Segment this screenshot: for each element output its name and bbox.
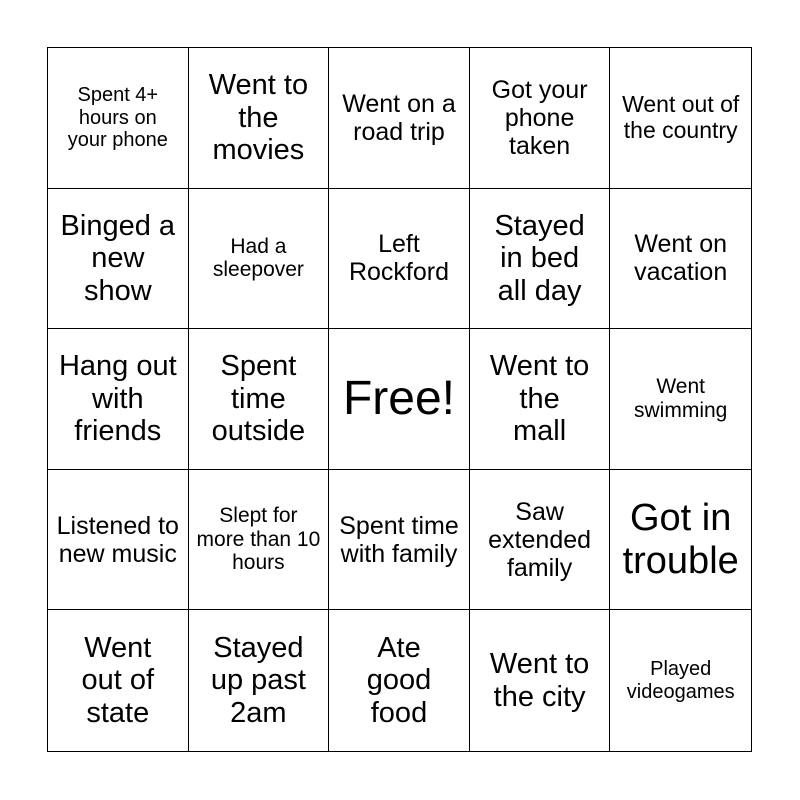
cell-label: Got in trouble: [622, 497, 739, 582]
cell-label: Went out of state: [81, 631, 155, 729]
bingo-cell-b3[interactable]: [48, 329, 189, 470]
bingo-cell-i1[interactable]: [189, 48, 330, 189]
cell-label: Spent time outside: [211, 350, 306, 448]
bingo-cell-free[interactable]: [329, 329, 470, 470]
bingo-cell-o1[interactable]: [610, 48, 751, 189]
cell-label: Listened to new music: [56, 511, 179, 568]
cell-label: Went on vacation: [634, 230, 728, 287]
cell-label: Went to the city: [489, 648, 590, 713]
cell-label: Went to the mall: [489, 350, 590, 448]
cell-label: Left Rockford: [348, 230, 449, 287]
cell-label: Played videogames: [626, 658, 735, 703]
cell-label: Ate good food: [366, 631, 432, 729]
bingo-cell-i4[interactable]: [189, 470, 330, 611]
cell-label: Had a sleepover: [212, 234, 304, 282]
bingo-cell-g3[interactable]: [470, 329, 611, 470]
bingo-cell-i2[interactable]: [189, 189, 330, 330]
free-space-label: Free!: [342, 372, 455, 426]
bingo-cell-g4[interactable]: [470, 470, 611, 611]
cell-label: Went out of the country: [622, 91, 740, 143]
cell-label: Spent time with family: [339, 511, 459, 568]
bingo-cell-b4[interactable]: [48, 470, 189, 611]
cell-label: Stayed in bed all day: [494, 209, 585, 307]
bingo-cell-o5[interactable]: [610, 610, 751, 751]
cell-label: Slept for more than 10 hours: [196, 504, 321, 575]
cell-label: Got your phone taken: [491, 75, 588, 160]
cell-label: Hang out with friends: [58, 350, 177, 448]
cell-label: Spent 4+ hours on your phone: [67, 84, 168, 151]
bingo-cell-n1[interactable]: [329, 48, 470, 189]
cell-label: Binged a new show: [60, 209, 176, 307]
bingo-cell-n4[interactable]: [329, 470, 470, 611]
cell-label: Went to the movies: [208, 69, 309, 167]
bingo-cell-i5[interactable]: [189, 610, 330, 751]
bingo-cell-n2[interactable]: [329, 189, 470, 330]
bingo-cell-b5[interactable]: [48, 610, 189, 751]
bingo-cell-o4[interactable]: [610, 470, 751, 611]
bingo-cell-o2[interactable]: [610, 189, 751, 330]
cell-label: Went swimming: [634, 375, 728, 422]
bingo-cell-g5[interactable]: [470, 610, 611, 751]
bingo-board: [47, 47, 752, 752]
bingo-cell-g2[interactable]: [470, 189, 611, 330]
cell-label: Saw extended family: [488, 497, 592, 582]
bingo-cell-n5[interactable]: [329, 610, 470, 751]
cell-label: Went on a road trip: [342, 89, 456, 146]
bingo-cell-g1[interactable]: [470, 48, 611, 189]
bingo-cell-o3[interactable]: [610, 329, 751, 470]
bingo-cell-b2[interactable]: [48, 189, 189, 330]
cell-label: Stayed up past 2am: [210, 631, 306, 729]
bingo-cell-i3[interactable]: [189, 329, 330, 470]
bingo-cell-b1[interactable]: [48, 48, 189, 189]
